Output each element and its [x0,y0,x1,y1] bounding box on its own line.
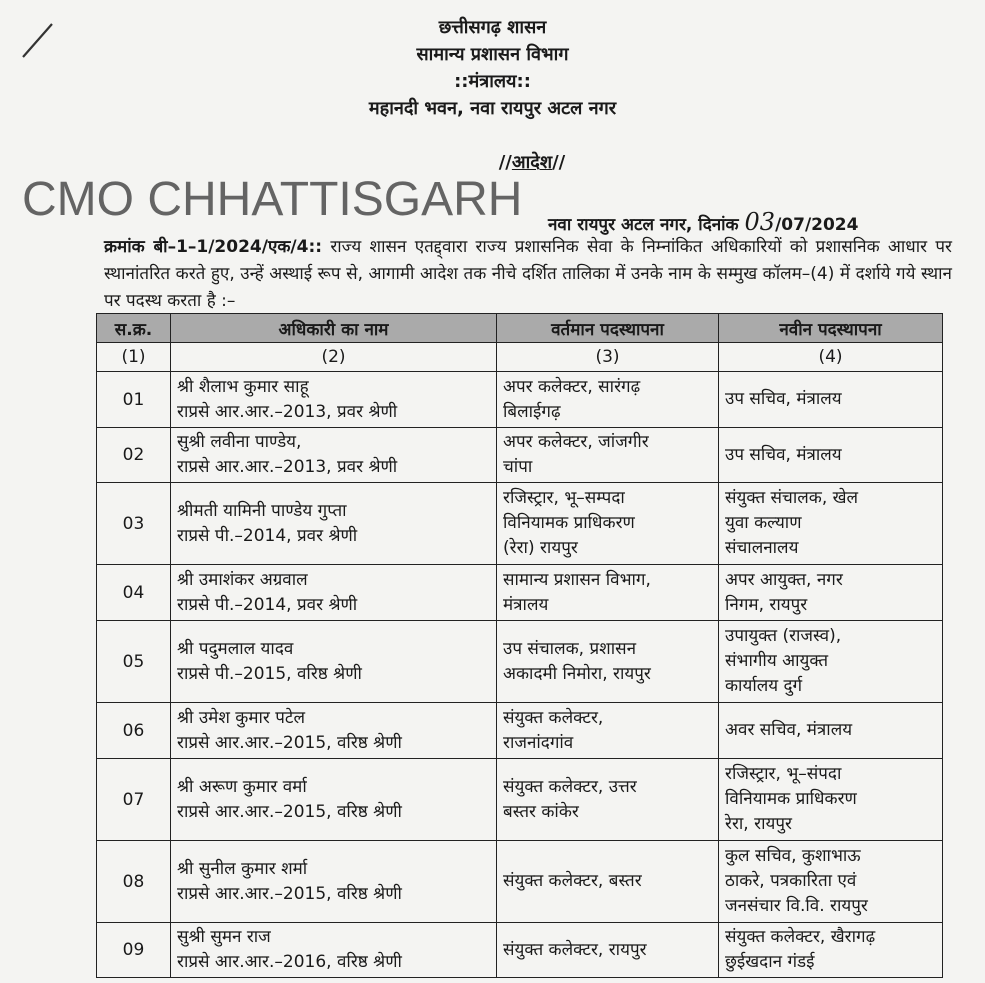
current-posting-line: संयुक्त कलेक्टर, उत्तर [503,776,637,797]
document-header [300,14,685,122]
new-posting-cell [719,621,943,703]
current-posting-line: विनियामक प्राधिकरण [503,513,635,533]
serial-number: 02 [97,428,171,483]
new-posting-line: कुल सचिव, कुशाभाऊ [725,846,861,866]
table-row [97,565,943,621]
officer-name-cell [171,759,497,841]
current-posting-line: राजनांदगांव [503,732,574,753]
new-posting-cell [719,923,943,978]
new-posting-line: उप सचिव, मंत्रालय [725,389,842,409]
order-paragraph [104,234,952,315]
current-posting-line: चांपा [503,457,533,477]
new-posting-line: उपायुक्त (राजस्व), [725,626,842,646]
current-posting-line: बस्तर कांकेर [503,801,579,822]
new-posting-line: ठाकरे, पत्रकारिता एवं [725,871,857,891]
new-posting-cell [719,565,943,621]
table-row [97,703,943,759]
officer-name-line: राप्रसे आर.आर.–2013, प्रवर श्रेणी [177,457,398,477]
column-number-row [97,343,943,372]
header-secretariat: ::मंत्रालय:: [454,71,531,92]
current-posting-line: संयुक्त कलेक्टर, बस्तर [503,871,642,891]
current-posting-cell [497,621,719,703]
table-row [97,621,943,703]
new-posting-line: कार्यालय दुर्ग [725,676,803,696]
table-row [97,428,943,483]
table-row [97,759,943,841]
current-posting-line: बिलाईगढ़ [503,401,561,422]
officer-name-cell [171,841,497,923]
table-header-row [97,314,943,343]
officer-name-line: श्रीमती यामिनी पाण्डेय गुप्ता [177,500,347,521]
officer-name-line: राप्रसे आर.आर.–2015, वरिष्ठ श्रेणी [177,883,402,904]
pen-stroke-mark [20,20,56,60]
transfer-table [96,313,943,978]
header-address: महानदी भवन, नवा रायपुर अटल नगर [368,98,617,119]
officer-name-line: राप्रसे आर.आर.–2016, वरिष्ठ श्रेणी [177,952,402,972]
order-body-text: राज्य शासन एतद्द्वारा राज्य प्रशासनिक सेवा के निम्नांकित अधिकारियों को प्रशासनिक आधार पर स्थानांतरित करते हुए, उन्हें अस्थाई रूप से, आगामी आदेश तक नीचे दर्शित तालिका में उनके नाम के सम्मुख कॉलम–(4) में दर्शाये गये स्थान पर पदस्थ करता है :– [104,237,952,311]
current-posting-cell [497,428,719,483]
current-posting-line: (रेरा) रायपुर [503,538,578,558]
current-posting-cell [497,372,719,428]
header-officer-name: अधिकारी का नाम [171,314,497,343]
current-posting-line: सामान्य प्रशासन विभाग, [503,569,651,590]
col-number: (4) [719,343,943,372]
header-new-posting: नवीन पदस्थापना [719,314,943,343]
new-posting-line: संभागीय आयुक्त [725,651,829,671]
current-posting-line: मंत्रालय [503,594,549,615]
current-posting-cell [497,841,719,923]
table-row [97,372,943,428]
new-posting-line: अपर आयुक्त, नगर [725,569,843,590]
header-department: सामान्य प्रशासन विभाग [416,44,569,65]
dateline-prefix: नवा रायपुर अटल नगर, दिनांक [548,215,745,235]
officer-name-line: श्री सुनील कुमार शर्मा [177,858,308,879]
header-government: छत्तीसगढ़ शासन [438,17,547,38]
serial-number: 05 [97,621,171,703]
current-posting-cell [497,565,719,621]
col-number: (1) [97,343,171,372]
dateline-day-handwritten: 03 [744,208,776,236]
officer-name-cell [171,483,497,565]
officer-name-line: राप्रसे पी.–2014, प्रवर श्रेणी [177,525,358,546]
new-posting-line: छुईखदान गंडई [725,952,815,972]
serial-number: 03 [97,483,171,565]
officer-name-cell [171,621,497,703]
new-posting-line: संचालनालय [725,538,799,558]
officer-name-line: श्री उमाशंकर अग्रवाल [177,569,308,590]
col-number: (2) [171,343,497,372]
new-posting-line: रेरा, रायपुर [725,814,792,834]
officer-name-line: श्री शैलाभ कुमार साहू [177,376,309,397]
serial-number: 09 [97,923,171,978]
current-posting-line: संयुक्त कलेक्टर, रायपुर [503,939,647,960]
new-posting-line: जनसंचार वि.वि. रायपुर [725,896,868,916]
new-posting-line: अवर सचिव, मंत्रालय [725,720,853,740]
current-posting-line: अकादमी निमोरा, रायपुर [503,663,651,684]
officer-name-line: राप्रसे पी.–2014, प्रवर श्रेणी [177,594,358,615]
new-posting-cell [719,841,943,923]
officer-name-line: श्री अरूण कुमार वर्मा [177,776,307,797]
officer-name-line: श्री उमेश कुमार पटेल [177,707,306,728]
dateline-month-year: /07/2024 [775,215,859,235]
table-row [97,923,943,978]
officer-name-cell [171,923,497,978]
serial-number: 06 [97,703,171,759]
new-posting-cell [719,703,943,759]
new-posting-cell [719,372,943,428]
new-posting-cell [719,759,943,841]
order-title-prefix: // [498,152,512,173]
dateline [548,208,858,236]
new-posting-line: विनियामक प्राधिकरण [725,789,857,809]
serial-number: 07 [97,759,171,841]
new-posting-cell [719,428,943,483]
officer-name-line: राप्रसे पी.–2015, वरिष्ठ श्रेणी [177,663,362,684]
current-posting-cell [497,703,719,759]
current-posting-line: रजिस्ट्रार, भू–सम्पदा [503,488,625,508]
current-posting-line: अपर कलेक्टर, सारंगढ़ [503,376,641,397]
new-posting-line: रजिस्ट्रार, भू–संपदा [725,764,842,784]
watermark: CMO CHHATTISGARH [22,173,523,226]
table-row [97,483,943,565]
officer-name-cell [171,565,497,621]
current-posting-cell [497,923,719,978]
officer-name-cell [171,703,497,759]
header-serial: स.क्र. [97,314,171,343]
order-title-suffix: // [552,152,566,173]
header-current-posting: वर्तमान पदस्थापना [497,314,719,343]
new-posting-cell [719,483,943,565]
order-title-word: आदेश [511,152,553,173]
officer-name-cell [171,372,497,428]
current-posting-line: अपर कलेक्टर, जांजगीर [503,432,649,452]
current-posting-cell [497,759,719,841]
officer-name-line: सुश्री लवीना पाण्डेय, [177,432,302,452]
current-posting-cell [497,483,719,565]
serial-number: 01 [97,372,171,428]
officer-name-line: राप्रसे आर.आर.–2013, प्रवर श्रेणी [177,401,398,422]
officer-name-line: राप्रसे आर.आर.–2015, वरिष्ठ श्रेणी [177,801,402,822]
new-posting-line: निगम, रायपुर [725,594,808,615]
table-row [97,841,943,923]
officer-name-line: सुश्री सुमन राज [177,927,271,947]
officer-name-cell [171,428,497,483]
serial-number: 08 [97,841,171,923]
current-posting-line: संयुक्त कलेक्टर, [503,707,604,728]
serial-number: 04 [97,565,171,621]
current-posting-line: उप संचालक, प्रशासन [503,638,637,659]
order-title [462,150,602,174]
new-posting-line: युवा कल्याण [725,513,802,533]
col-number: (3) [497,343,719,372]
new-posting-line: संयुक्त संचालक, खेल [725,488,859,508]
officer-name-line: श्री पदुमलाल यादव [177,638,294,659]
officer-name-line: राप्रसे आर.आर.–2015, वरिष्ठ श्रेणी [177,732,402,753]
new-posting-line: उप सचिव, मंत्रालय [725,444,842,465]
order-reference-number: क्रमांक बी–1–1/2024/एक/4:: [104,237,323,257]
new-posting-line: संयुक्त कलेक्टर, खैरागढ़ [725,927,876,947]
